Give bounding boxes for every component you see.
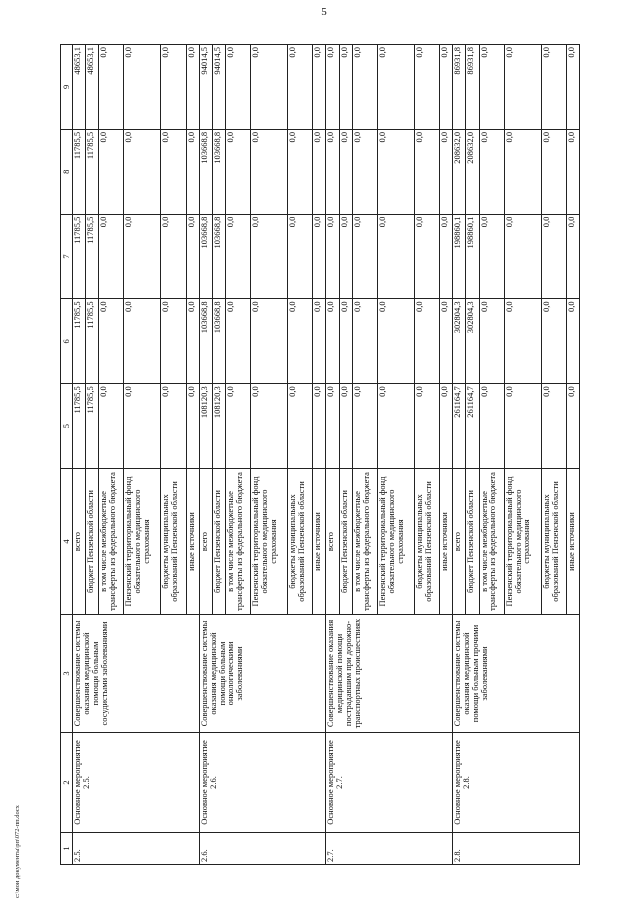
column-header-3: 3 bbox=[61, 615, 73, 733]
event-title: Совершенствование системы оказания медицинской помощи больным сосудистыми заболеваниями bbox=[73, 615, 200, 733]
funding-source: бюджеты муниципальных образований Пензенской области bbox=[414, 469, 439, 615]
amount-cell-col-7: 0,0 bbox=[251, 214, 288, 299]
event-title: Совершенствование оказания медицинской помощи пострадавшим при дорожно-транспортных происшествиях bbox=[326, 615, 453, 733]
amount-cell-col-9: 0,0 bbox=[161, 45, 186, 130]
amount-cell-col-7: 103668,8 bbox=[212, 214, 225, 299]
amount-cell-col-5: 0,0 bbox=[541, 384, 566, 469]
rotated-table-container bbox=[60, 45, 580, 865]
amount-cell-col-6: 103668,8 bbox=[212, 299, 225, 384]
amount-cell-col-7: 0,0 bbox=[313, 214, 326, 299]
table-body bbox=[73, 45, 580, 865]
column-header-5: 5 bbox=[61, 384, 73, 469]
event-title: Совершенствование системы оказания медицинской помощи больным прочими заболеваниями bbox=[453, 615, 580, 733]
funding-source: Пензенский территориальный фонд обязательного медицинского страхования bbox=[504, 469, 541, 615]
amount-cell-col-5: 108120,3 bbox=[212, 384, 225, 469]
amount-cell-col-8: 103668,8 bbox=[199, 129, 212, 214]
column-header-6: 6 bbox=[61, 299, 73, 384]
row-number: 2.6. bbox=[199, 833, 326, 865]
amount-cell-col-5: 0,0 bbox=[439, 384, 452, 469]
amount-cell-col-9: 48653,1 bbox=[86, 45, 99, 130]
amount-cell-col-7: 198860,1 bbox=[466, 214, 479, 299]
amount-cell-col-5: 11785,5 bbox=[86, 384, 99, 469]
budget-table bbox=[60, 44, 580, 865]
amount-cell-col-7: 0,0 bbox=[352, 214, 377, 299]
amount-cell-col-8: 0,0 bbox=[161, 129, 186, 214]
amount-cell-col-7: 0,0 bbox=[288, 214, 313, 299]
event-name: Основное мероприятие 2.5. bbox=[73, 733, 200, 833]
amount-cell-col-8: 0,0 bbox=[504, 129, 541, 214]
amount-cell-col-9: 0,0 bbox=[313, 45, 326, 130]
funding-source: иные источники bbox=[186, 469, 199, 615]
amount-cell-col-9: 48653,1 bbox=[73, 45, 86, 130]
amount-cell-col-8: 0,0 bbox=[566, 129, 579, 214]
amount-cell-col-5: 0,0 bbox=[326, 384, 339, 469]
column-header-8: 8 bbox=[61, 129, 73, 214]
event-title: Совершенствование системы оказания медицинской помощи больным онкологическими заболеваниями bbox=[199, 615, 326, 733]
amount-cell-col-7: 0,0 bbox=[541, 214, 566, 299]
funding-source: бюджет Пензенской области bbox=[86, 469, 99, 615]
amount-cell-col-5: 108120,3 bbox=[199, 384, 212, 469]
amount-cell-col-7: 0,0 bbox=[339, 214, 352, 299]
amount-cell-col-7: 11785,5 bbox=[86, 214, 99, 299]
amount-cell-col-9: 0,0 bbox=[439, 45, 452, 130]
amount-cell-col-8: 0,0 bbox=[251, 129, 288, 214]
amount-cell-col-8: 0,0 bbox=[326, 129, 339, 214]
funding-source: бюджеты муниципальных образований Пензенской области bbox=[161, 469, 186, 615]
table-row bbox=[326, 45, 339, 865]
column-header-2: 2 bbox=[61, 733, 73, 833]
amount-cell-col-7: 0,0 bbox=[161, 214, 186, 299]
event-name: Основное мероприятие 2.8. bbox=[453, 733, 580, 833]
funding-source: в том числе межбюджетные трансферты из федерального бюджета bbox=[479, 469, 504, 615]
amount-cell-col-6: 302804,3 bbox=[466, 299, 479, 384]
amount-cell-col-7: 103668,8 bbox=[199, 214, 212, 299]
amount-cell-col-5: 0,0 bbox=[339, 384, 352, 469]
amount-cell-col-8: 0,0 bbox=[377, 129, 414, 214]
amount-cell-col-7: 0,0 bbox=[99, 214, 124, 299]
funding-source: Пензенский территориальный фонд обязательного медицинского страхования bbox=[377, 469, 414, 615]
amount-cell-col-6: 0,0 bbox=[313, 299, 326, 384]
amount-cell-col-5: 0,0 bbox=[313, 384, 326, 469]
amount-cell-col-9: 0,0 bbox=[377, 45, 414, 130]
amount-cell-col-6: 0,0 bbox=[479, 299, 504, 384]
amount-cell-col-9: 94014,5 bbox=[212, 45, 225, 130]
amount-cell-col-8: 0,0 bbox=[313, 129, 326, 214]
table-row bbox=[453, 45, 466, 865]
table-row bbox=[199, 45, 212, 865]
amount-cell-col-6: 0,0 bbox=[251, 299, 288, 384]
amount-cell-col-5: 0,0 bbox=[414, 384, 439, 469]
amount-cell-col-6: 0,0 bbox=[288, 299, 313, 384]
column-header-7: 7 bbox=[61, 214, 73, 299]
amount-cell-col-8: 0,0 bbox=[288, 129, 313, 214]
amount-cell-col-6: 11785,5 bbox=[73, 299, 86, 384]
funding-source: бюджеты муниципальных образований Пензенской области bbox=[288, 469, 313, 615]
column-header-4: 4 bbox=[61, 469, 73, 615]
amount-cell-col-9: 0,0 bbox=[99, 45, 124, 130]
amount-cell-col-8: 0,0 bbox=[479, 129, 504, 214]
funding-source: в том числе межбюджетные трансферты из федерального бюджета bbox=[226, 469, 251, 615]
amount-cell-col-5: 0,0 bbox=[186, 384, 199, 469]
funding-source: всего bbox=[326, 469, 339, 615]
amount-cell-col-5: 0,0 bbox=[226, 384, 251, 469]
funding-source: иные источники bbox=[313, 469, 326, 615]
amount-cell-col-5: 11785,5 bbox=[73, 384, 86, 469]
column-header-9: 9 bbox=[61, 45, 73, 130]
amount-cell-col-7: 0,0 bbox=[504, 214, 541, 299]
amount-cell-col-6: 0,0 bbox=[414, 299, 439, 384]
amount-cell-col-8: 0,0 bbox=[541, 129, 566, 214]
amount-cell-col-6: 0,0 bbox=[339, 299, 352, 384]
amount-cell-col-5: 261164,7 bbox=[453, 384, 466, 469]
amount-cell-col-7: 198860,1 bbox=[453, 214, 466, 299]
funding-source: всего bbox=[199, 469, 212, 615]
amount-cell-col-7: 0,0 bbox=[566, 214, 579, 299]
funding-source: всего bbox=[73, 469, 86, 615]
amount-cell-col-9: 0,0 bbox=[226, 45, 251, 130]
amount-cell-col-6: 0,0 bbox=[566, 299, 579, 384]
amount-cell-col-6: 0,0 bbox=[124, 299, 161, 384]
funding-source: Пензенский территориальный фонд обязательного медицинского страхования bbox=[251, 469, 288, 615]
amount-cell-col-5: 0,0 bbox=[124, 384, 161, 469]
amount-cell-col-6: 0,0 bbox=[226, 299, 251, 384]
amount-cell-col-7: 0,0 bbox=[377, 214, 414, 299]
amount-cell-col-5: 0,0 bbox=[479, 384, 504, 469]
column-header-1: 1 bbox=[61, 833, 73, 865]
funding-source: иные источники bbox=[566, 469, 579, 615]
amount-cell-col-9: 0,0 bbox=[251, 45, 288, 130]
amount-cell-col-5: 0,0 bbox=[99, 384, 124, 469]
amount-cell-col-5: 0,0 bbox=[377, 384, 414, 469]
row-number: 2.5. bbox=[73, 833, 200, 865]
amount-cell-col-6: 0,0 bbox=[99, 299, 124, 384]
funding-source: в том числе межбюджетные трансферты из федерального бюджета bbox=[99, 469, 124, 615]
amount-cell-col-6: 302804,3 bbox=[453, 299, 466, 384]
amount-cell-col-9: 0,0 bbox=[288, 45, 313, 130]
amount-cell-col-7: 11785,5 bbox=[73, 214, 86, 299]
amount-cell-col-9: 0,0 bbox=[504, 45, 541, 130]
amount-cell-col-9: 0,0 bbox=[414, 45, 439, 130]
event-name: Основное мероприятие 2.6. bbox=[199, 733, 326, 833]
amount-cell-col-6: 0,0 bbox=[504, 299, 541, 384]
funding-source: бюджет Пензенской области bbox=[212, 469, 225, 615]
amount-cell-col-8: 0,0 bbox=[439, 129, 452, 214]
amount-cell-col-6: 0,0 bbox=[541, 299, 566, 384]
amount-cell-col-5: 0,0 bbox=[251, 384, 288, 469]
amount-cell-col-9: 0,0 bbox=[479, 45, 504, 130]
amount-cell-col-5: 0,0 bbox=[352, 384, 377, 469]
funding-source: бюджеты муниципальных образований Пензенской области bbox=[541, 469, 566, 615]
footer-file-path: c:\мои документы\рп\072-пп.docx bbox=[14, 805, 21, 898]
amount-cell-col-8: 0,0 bbox=[339, 129, 352, 214]
amount-cell-col-6: 0,0 bbox=[326, 299, 339, 384]
amount-cell-col-9: 0,0 bbox=[186, 45, 199, 130]
amount-cell-col-8: 208632,0 bbox=[466, 129, 479, 214]
amount-cell-col-8: 0,0 bbox=[99, 129, 124, 214]
amount-cell-col-8: 0,0 bbox=[352, 129, 377, 214]
header-row bbox=[61, 45, 73, 865]
amount-cell-col-8: 0,0 bbox=[186, 129, 199, 214]
amount-cell-col-5: 0,0 bbox=[161, 384, 186, 469]
page-number: 5 bbox=[321, 6, 327, 18]
funding-source: бюджет Пензенской области bbox=[339, 469, 352, 615]
amount-cell-col-9: 0,0 bbox=[339, 45, 352, 130]
table-row bbox=[73, 45, 86, 865]
event-name: Основное мероприятие 2.7. bbox=[326, 733, 453, 833]
amount-cell-col-6: 103668,8 bbox=[199, 299, 212, 384]
amount-cell-col-8: 11785,5 bbox=[73, 129, 86, 214]
amount-cell-col-9: 86931,8 bbox=[466, 45, 479, 130]
funding-source: иные источники bbox=[439, 469, 452, 615]
funding-source: всего bbox=[453, 469, 466, 615]
amount-cell-col-5: 0,0 bbox=[566, 384, 579, 469]
amount-cell-col-6: 0,0 bbox=[161, 299, 186, 384]
amount-cell-col-6: 0,0 bbox=[377, 299, 414, 384]
amount-cell-col-7: 0,0 bbox=[326, 214, 339, 299]
amount-cell-col-7: 0,0 bbox=[479, 214, 504, 299]
amount-cell-col-5: 0,0 bbox=[288, 384, 313, 469]
amount-cell-col-8: 103668,8 bbox=[212, 129, 225, 214]
amount-cell-col-7: 0,0 bbox=[186, 214, 199, 299]
amount-cell-col-9: 0,0 bbox=[326, 45, 339, 130]
row-number: 2.7. bbox=[326, 833, 453, 865]
amount-cell-col-8: 0,0 bbox=[414, 129, 439, 214]
amount-cell-col-7: 0,0 bbox=[124, 214, 161, 299]
amount-cell-col-7: 0,0 bbox=[439, 214, 452, 299]
amount-cell-col-8: 0,0 bbox=[124, 129, 161, 214]
amount-cell-col-7: 0,0 bbox=[414, 214, 439, 299]
amount-cell-col-9: 0,0 bbox=[566, 45, 579, 130]
amount-cell-col-9: 94014,5 bbox=[199, 45, 212, 130]
funding-source: Пензенский территориальный фонд обязательного медицинского страхования bbox=[124, 469, 161, 615]
amount-cell-col-9: 86931,8 bbox=[453, 45, 466, 130]
amount-cell-col-6: 0,0 bbox=[439, 299, 452, 384]
amount-cell-col-5: 0,0 bbox=[504, 384, 541, 469]
amount-cell-col-5: 261164,7 bbox=[466, 384, 479, 469]
amount-cell-col-7: 0,0 bbox=[226, 214, 251, 299]
amount-cell-col-8: 0,0 bbox=[226, 129, 251, 214]
row-number: 2.8. bbox=[453, 833, 580, 865]
amount-cell-col-9: 0,0 bbox=[541, 45, 566, 130]
amount-cell-col-9: 0,0 bbox=[124, 45, 161, 130]
funding-source: бюджет Пензенской области bbox=[466, 469, 479, 615]
amount-cell-col-8: 208632,0 bbox=[453, 129, 466, 214]
table-area bbox=[60, 45, 580, 865]
amount-cell-col-6: 0,0 bbox=[352, 299, 377, 384]
funding-source: в том числе межбюджетные трансферты из федерального бюджета bbox=[352, 469, 377, 615]
amount-cell-col-9: 0,0 bbox=[352, 45, 377, 130]
amount-cell-col-6: 11785,5 bbox=[86, 299, 99, 384]
amount-cell-col-6: 0,0 bbox=[186, 299, 199, 384]
amount-cell-col-8: 11785,5 bbox=[86, 129, 99, 214]
